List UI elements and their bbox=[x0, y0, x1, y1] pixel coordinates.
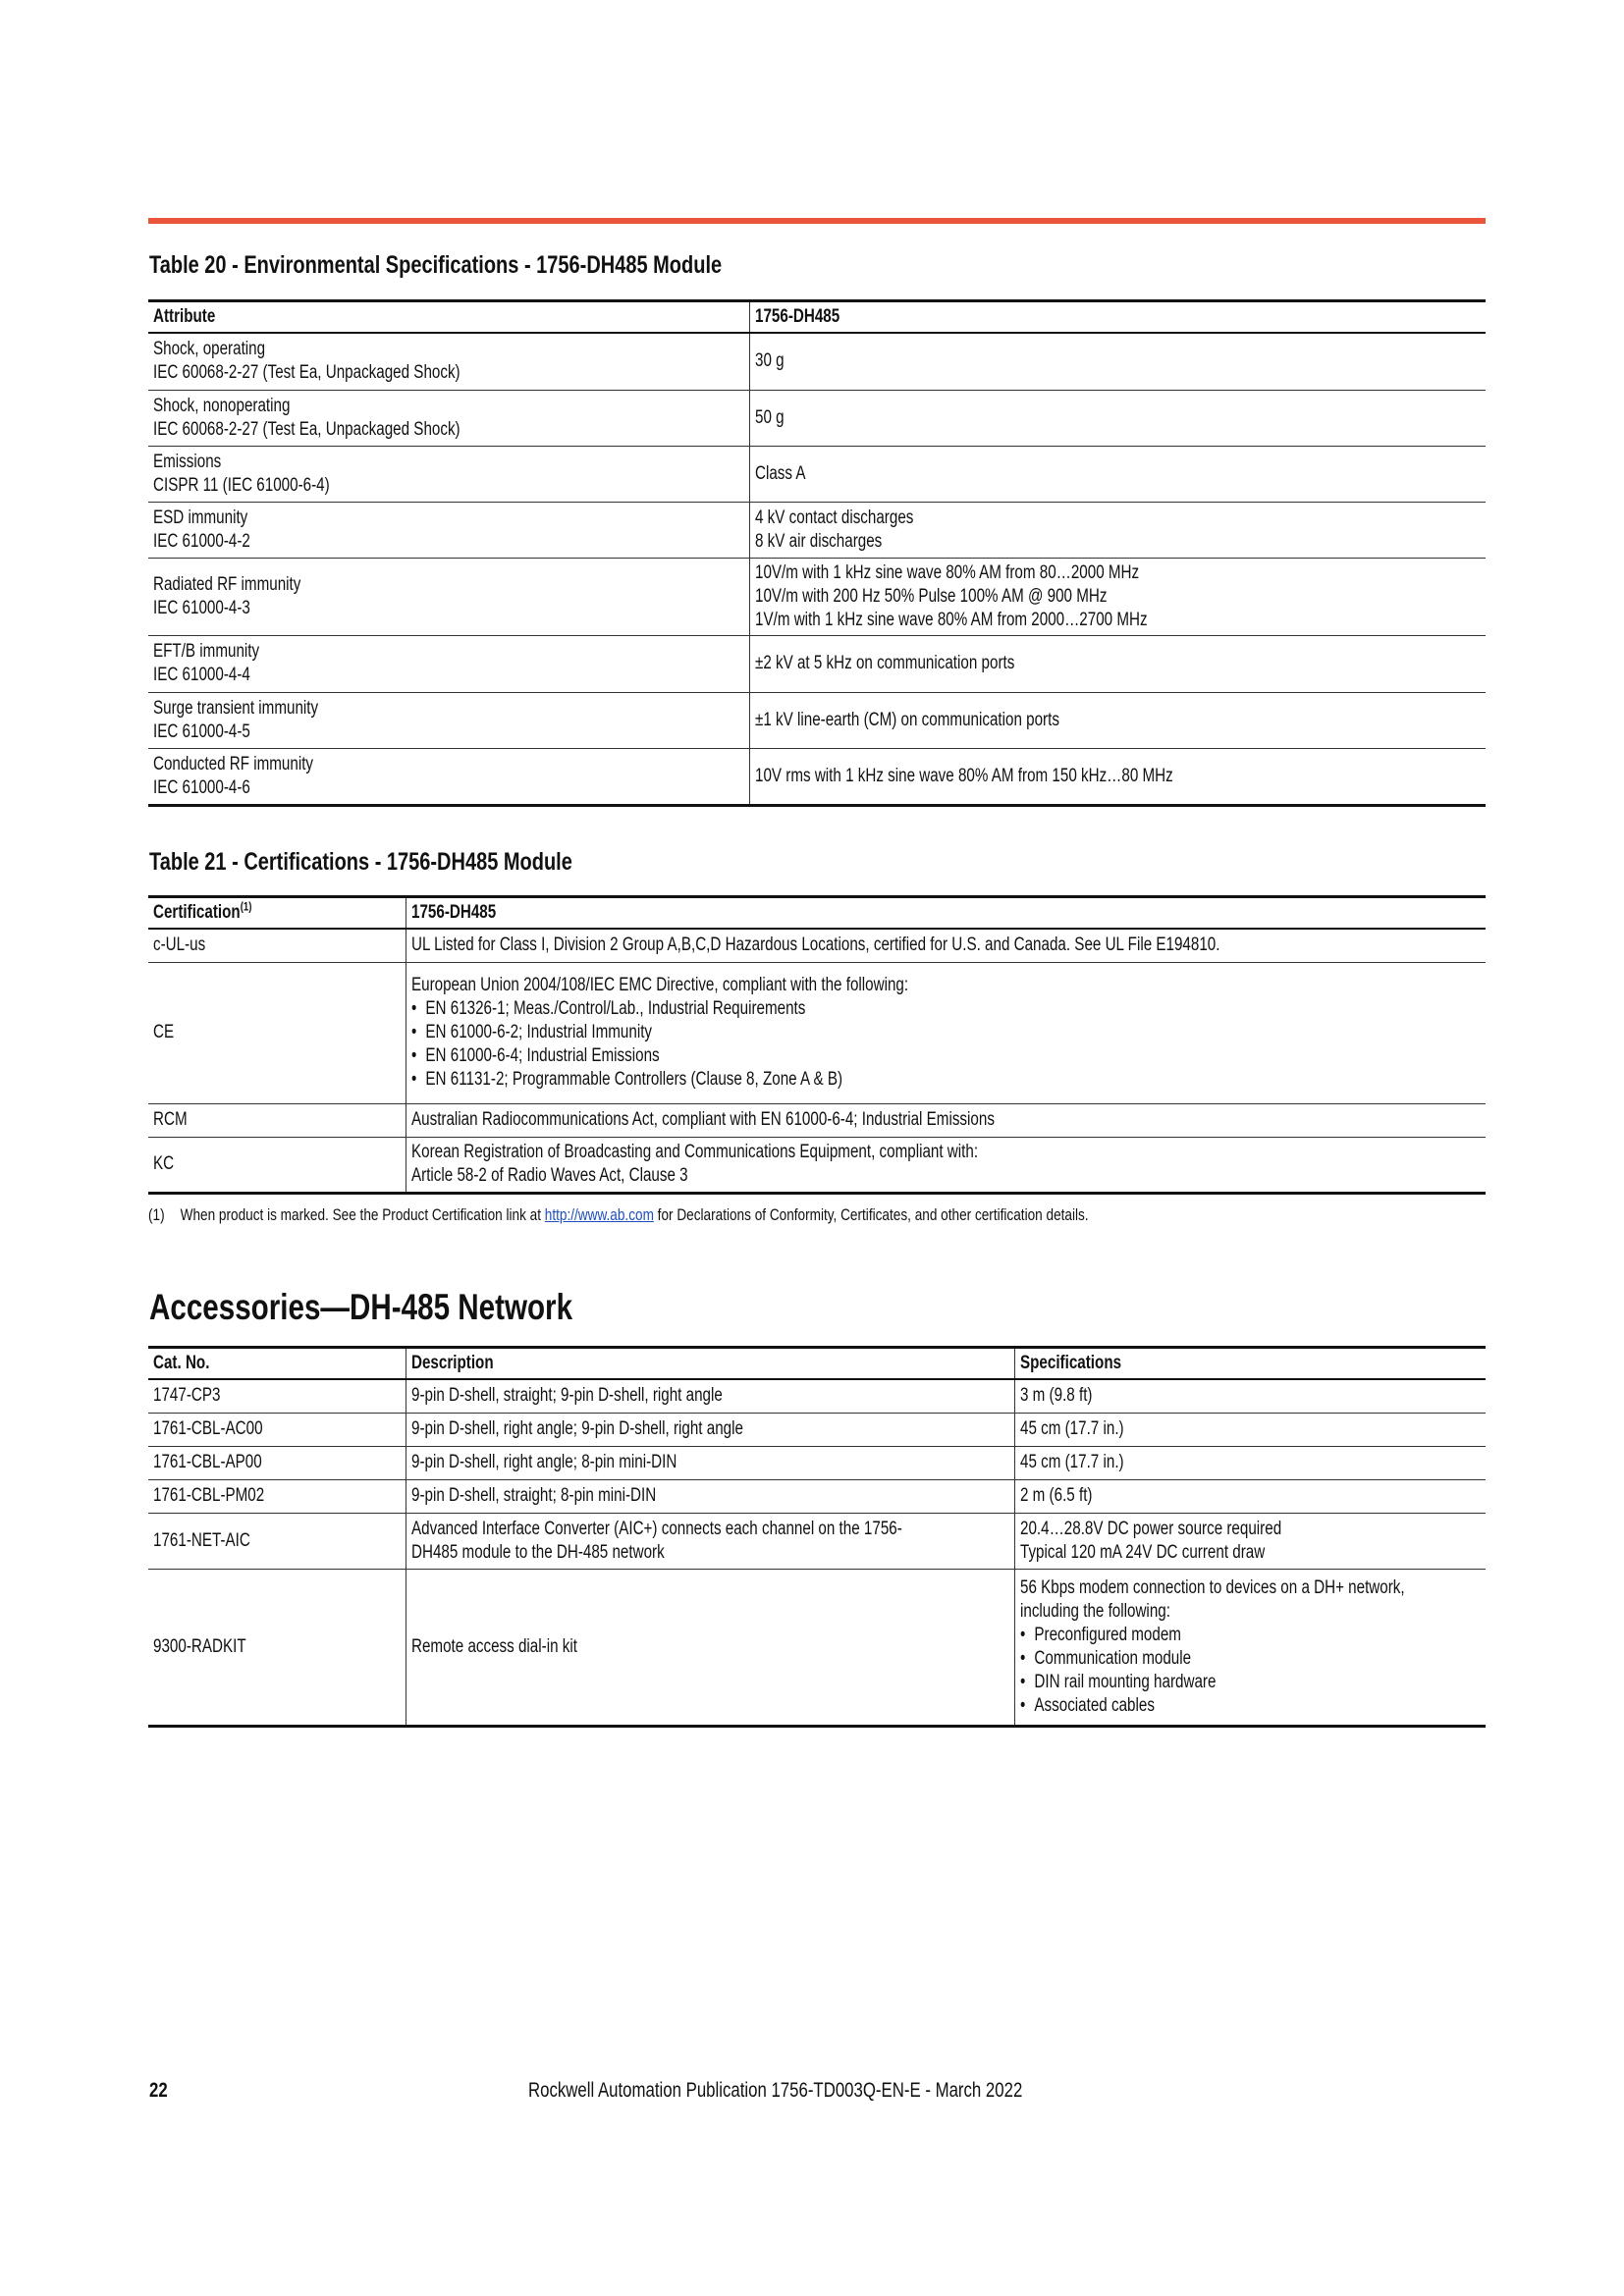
column-header-attribute: Attribute bbox=[148, 301, 749, 334]
cell-line: including the following: bbox=[1019, 1600, 1170, 1622]
table-row bbox=[148, 692, 1486, 748]
table-row bbox=[148, 748, 1486, 805]
cell-line: Article 58-2 of Radio Waves Act, Clause 3 bbox=[410, 1165, 688, 1186]
value-cell bbox=[749, 502, 1486, 558]
cell-line: 10V/m with 1 kHz sine wave 80% AM from 80…2000 MHz bbox=[754, 561, 1139, 583]
column-header-description: Description bbox=[406, 1348, 1014, 1380]
cat-no-cell bbox=[148, 1446, 406, 1479]
cell-line: 10V rms with 1 kHz sine wave 80% AM from 150 kHz…80 MHz bbox=[754, 765, 1173, 786]
cell-line: Korean Registration of Broadcasting and Communications Equipment, compliant with: bbox=[410, 1142, 978, 1162]
description-cell bbox=[406, 1569, 1014, 1726]
description-cell bbox=[406, 1513, 1014, 1569]
table-row bbox=[148, 1513, 1486, 1569]
cell-line: 10V/m with 200 Hz 50% Pulse 100% AM @ 900 MHz bbox=[754, 585, 1107, 607]
cell-line: DH485 module to the DH-485 network bbox=[410, 1541, 665, 1563]
table-row bbox=[148, 1569, 1486, 1726]
value-cell bbox=[749, 635, 1486, 692]
table-row bbox=[148, 390, 1486, 446]
certification-name: KC bbox=[153, 1153, 175, 1174]
bullet-item: • Associated cables bbox=[1020, 1694, 1389, 1718]
table-row bbox=[148, 1137, 1486, 1193]
description-cell bbox=[406, 1446, 1014, 1479]
footnote-text-after: for Declarations of Conformity, Certificates, and other certification details. bbox=[653, 1205, 1089, 1224]
cell-line: Shock, operating bbox=[153, 339, 266, 360]
value-cell bbox=[749, 558, 1486, 635]
bullet-item: • Preconfigured modem bbox=[1020, 1624, 1389, 1647]
attribute-cell bbox=[148, 502, 749, 558]
cell-line: IEC 61000-4-5 bbox=[153, 721, 250, 742]
cat-no-cell bbox=[148, 1513, 406, 1569]
bullet-item: • EN 61000-6-2; Industrial Immunity bbox=[411, 1021, 1268, 1044]
attribute-cell bbox=[148, 446, 749, 502]
attribute-cell bbox=[148, 692, 749, 748]
cell-line: Typical 120 mA 24V DC current draw bbox=[1019, 1541, 1265, 1563]
footnote-text-before: When product is marked. See the Product Certification link at bbox=[180, 1205, 545, 1224]
specifications-cell bbox=[1014, 1379, 1486, 1413]
cat-no: 1761-CBL-AC00 bbox=[153, 1418, 263, 1439]
table-row bbox=[148, 635, 1486, 692]
table-20-caption: Table 20 - Environmental Specifications - 1756-DH485 Module bbox=[149, 251, 723, 279]
cell-line: Remote access dial-in kit bbox=[410, 1635, 577, 1657]
cell-line: Class A bbox=[754, 462, 806, 484]
column-header-module: 1756-DH485 bbox=[406, 897, 1486, 930]
cell-line: Australian Radiocommunications Act, compliant with EN 61000-6-4; Industrial Emissions bbox=[410, 1109, 995, 1130]
cell-line: 8 kV air discharges bbox=[754, 530, 882, 552]
cell-line: IEC 61000-4-2 bbox=[153, 530, 250, 552]
cat-no-cell bbox=[148, 1569, 406, 1726]
specifications-cell bbox=[1014, 1446, 1486, 1479]
table-row bbox=[148, 558, 1486, 635]
cat-no-cell bbox=[148, 1413, 406, 1446]
cell-line: 9-pin D-shell, straight; 8-pin mini-DIN bbox=[410, 1485, 656, 1506]
cell-line: 20.4…28.8V DC power source required bbox=[1019, 1518, 1281, 1539]
cell-line: 30 g bbox=[754, 350, 785, 372]
table-row bbox=[148, 1479, 1486, 1513]
certification-detail-cell bbox=[406, 1137, 1486, 1193]
certification-name: c-UL-us bbox=[153, 934, 206, 956]
certification-footnote bbox=[148, 1205, 1089, 1225]
cat-no: 9300-RADKIT bbox=[153, 1635, 246, 1657]
attribute-cell bbox=[148, 558, 749, 635]
cell-line: 56 Kbps modem connection to devices on a DH+ network, bbox=[1019, 1576, 1405, 1598]
page-number: 22 bbox=[149, 2079, 168, 2102]
cell-line: 50 g bbox=[754, 406, 785, 428]
cell-line: Conducted RF immunity bbox=[153, 753, 314, 774]
table-header-row bbox=[148, 1348, 1486, 1380]
value-cell bbox=[749, 333, 1486, 390]
column-header-cat-no: Cat. No. bbox=[148, 1348, 406, 1380]
cat-no: 1761-NET-AIC bbox=[153, 1529, 250, 1551]
cell-line: 9-pin D-shell, right angle; 9-pin D-shell, right angle bbox=[410, 1418, 743, 1439]
column-header-module: 1756-DH485 bbox=[749, 301, 1486, 334]
description-cell bbox=[406, 1379, 1014, 1413]
certification-name-cell bbox=[148, 962, 406, 1103]
attribute-cell bbox=[148, 333, 749, 390]
table-row bbox=[148, 962, 1486, 1103]
table-header-row bbox=[148, 897, 1486, 930]
column-header-specifications: Specifications bbox=[1014, 1348, 1486, 1380]
cat-no: 1747-CP3 bbox=[153, 1385, 221, 1407]
bullet-item: • EN 61000-6-4; Industrial Emissions bbox=[411, 1044, 1268, 1068]
cell-line: UL Listed for Class I, Division 2 Group A,B,C,D Hazardous Locations, certified for U.S. and Canada. See UL File E194810. bbox=[410, 934, 1219, 956]
table-row bbox=[148, 446, 1486, 502]
certification-detail-cell bbox=[406, 1103, 1486, 1137]
specifications-cell bbox=[1014, 1513, 1486, 1569]
bullet-item: • DIN rail mounting hardware bbox=[1020, 1671, 1389, 1694]
cell-line: CISPR 11 (IEC 61000-6-4) bbox=[153, 474, 330, 496]
cell-line: 4 kV contact discharges bbox=[754, 507, 913, 528]
table-row bbox=[148, 1103, 1486, 1137]
specifications-cell bbox=[1014, 1413, 1486, 1446]
bullet-item: • Communication module bbox=[1020, 1647, 1389, 1671]
certification-name-cell bbox=[148, 1103, 406, 1137]
cell-line: 3 m (9.8 ft) bbox=[1019, 1385, 1092, 1407]
cat-no: 1761-CBL-AP00 bbox=[153, 1452, 262, 1472]
attribute-cell bbox=[148, 635, 749, 692]
description-cell bbox=[406, 1413, 1014, 1446]
cell-line: Surge transient immunity bbox=[153, 697, 319, 719]
cat-no-cell bbox=[148, 1479, 406, 1513]
cell-line: 9-pin D-shell, straight; 9-pin D-shell, right angle bbox=[410, 1385, 723, 1407]
specifications-cell bbox=[1014, 1479, 1486, 1513]
cell-line: Shock, nonoperating bbox=[153, 395, 291, 416]
cell-line: 9-pin D-shell, right angle; 8-pin mini-DIN bbox=[410, 1452, 677, 1472]
description-cell bbox=[406, 1479, 1014, 1513]
certification-detail-cell bbox=[406, 962, 1486, 1103]
certification-name: RCM bbox=[153, 1109, 188, 1130]
environmental-specifications-table bbox=[148, 299, 1486, 807]
accessories-heading: Accessories—DH-485 Network bbox=[149, 1287, 573, 1327]
accessories-table bbox=[148, 1346, 1486, 1728]
certification-name-cell bbox=[148, 929, 406, 962]
table-row bbox=[148, 1413, 1486, 1446]
column-header-certification: Certification$^{(1)}$ bbox=[148, 897, 406, 930]
cat-no-cell bbox=[148, 1379, 406, 1413]
cell-line: Radiated RF immunity bbox=[153, 573, 301, 595]
table-row bbox=[148, 502, 1486, 558]
table-row bbox=[148, 333, 1486, 390]
cell-line: IEC 60068-2-27 (Test Ea, Unpackaged Shock) bbox=[153, 362, 460, 384]
value-cell bbox=[749, 390, 1486, 446]
bullet-item: • EN 61131-2; Programmable Controllers (Clause 8, Zone A & B) bbox=[411, 1068, 1268, 1092]
footnote-mark: (1) bbox=[148, 1205, 165, 1224]
cell-line: European Union 2004/108/IEC EMC Directive, compliant with the following: bbox=[410, 975, 908, 995]
table-header-row bbox=[148, 301, 1486, 334]
certification-name: CE bbox=[153, 1022, 175, 1042]
cell-line: IEC 61000-4-6 bbox=[153, 776, 250, 798]
cell-line: Emissions bbox=[153, 451, 222, 472]
header-accent-rule bbox=[148, 218, 1486, 224]
cell-line: 45 cm (17.7 in.) bbox=[1019, 1418, 1124, 1439]
value-cell bbox=[749, 446, 1486, 502]
table-row bbox=[148, 1446, 1486, 1479]
cell-line: EFT/B immunity bbox=[153, 641, 260, 662]
table-row bbox=[148, 929, 1486, 962]
attribute-cell bbox=[148, 390, 749, 446]
attribute-cell bbox=[148, 748, 749, 805]
ab-com-link[interactable]: http://www.ab.com bbox=[544, 1205, 654, 1224]
value-cell bbox=[749, 748, 1486, 805]
specifications-cell bbox=[1014, 1569, 1486, 1726]
cell-line: 2 m (6.5 ft) bbox=[1019, 1485, 1092, 1506]
certifications-table bbox=[148, 895, 1486, 1195]
certification-name-cell bbox=[148, 1137, 406, 1193]
bullet-item: • EN 61326-1; Meas./Control/Lab., Industrial Requirements bbox=[411, 997, 1268, 1021]
cell-line: IEC 61000-4-3 bbox=[153, 597, 250, 618]
cell-line: IEC 60068-2-27 (Test Ea, Unpackaged Shock) bbox=[153, 418, 460, 440]
cell-line: ±1 kV line-earth (CM) on communication ports bbox=[754, 709, 1059, 730]
footnote-reference: (1) bbox=[240, 899, 252, 914]
cell-line: Advanced Interface Converter (AIC+) connects each channel on the 1756- bbox=[410, 1518, 902, 1539]
table-21-caption: Table 21 - Certifications - 1756-DH485 Module bbox=[149, 848, 572, 876]
cell-line: ESD immunity bbox=[153, 507, 248, 528]
cell-line: ±2 kV at 5 kHz on communication ports bbox=[754, 653, 1014, 673]
publication-info: Rockwell Automation Publication 1756-TD003Q-EN-E - March 2022 bbox=[528, 2079, 1023, 2102]
certification-detail-cell bbox=[406, 929, 1486, 962]
value-cell bbox=[749, 692, 1486, 748]
cell-line: 45 cm (17.7 in.) bbox=[1019, 1452, 1124, 1472]
cell-line: 1V/m with 1 kHz sine wave 80% AM from 2000…2700 MHz bbox=[754, 609, 1148, 630]
cell-line: IEC 61000-4-4 bbox=[153, 665, 250, 685]
table-row bbox=[148, 1379, 1486, 1413]
cat-no: 1761-CBL-PM02 bbox=[153, 1485, 265, 1506]
